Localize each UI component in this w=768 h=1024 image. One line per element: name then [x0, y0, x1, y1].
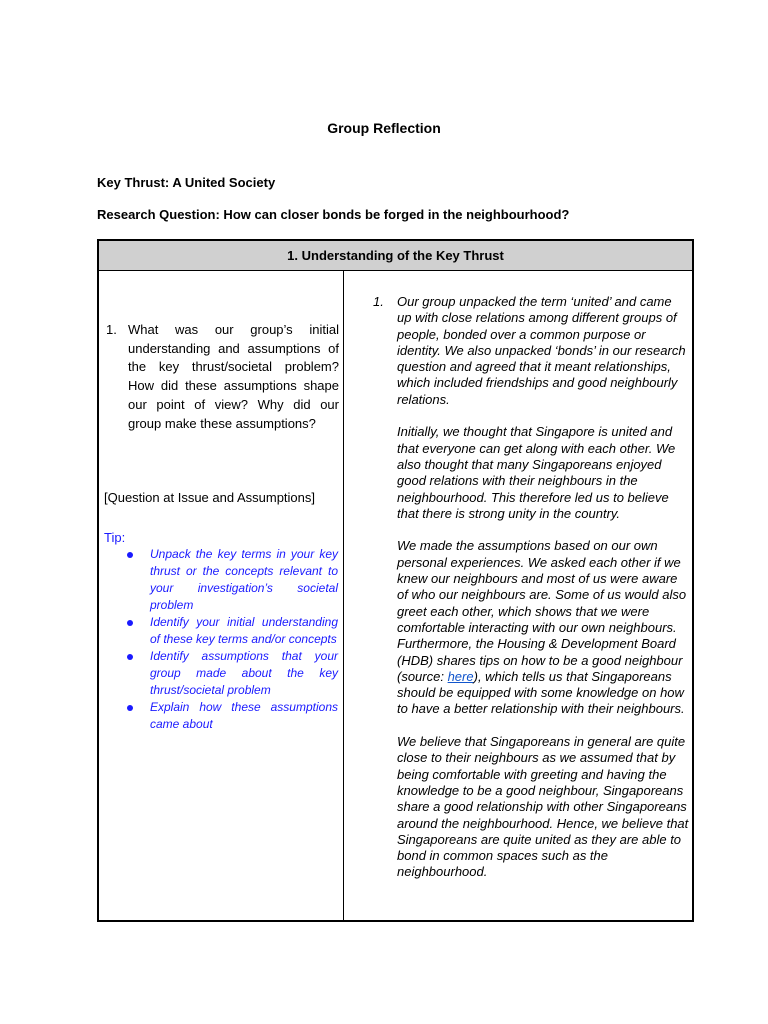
- answer-number: 1.: [373, 294, 384, 309]
- source-link[interactable]: here: [447, 668, 474, 684]
- left-question: [106, 321, 339, 433]
- tip-label: Tip:: [104, 530, 126, 545]
- tip-item: Identify assumptions that your group made about the key thrust/societal problem: [150, 648, 338, 699]
- question-text: What was our group’s initial understanding and assumptions of the key thrust/societal problem? How did these assumptions shape our point of view? Why did our group make these assumptions?: [128, 322, 339, 431]
- answer-paragraph-3: We made the assumptions based on our own personal experiences. We asked each other if we knew our neighbours and most of us were aware of who our neighbours are. Some of us would also greet each other, which shows that we were comfortable interacting with our own neighbours. Furthermore, the Housing & Development Board (HDB) shares tips on how to be a good neighbour (source: here), which tells us that Singaporeans should be equipped with some knowledge on how to have a better relationship with their neighbours.: [397, 538, 687, 717]
- answer-paragraph-2: Initially, we thought that Singapore is united and that everyone can get along with each other. We also thought that many Singaporeans enjoyed good relations with their neighbours in the neighbourhood. This therefore led us to believe that there is strong unity in the country.: [397, 424, 676, 521]
- research-question: Research Question: How can closer bonds be forged in the neighbourhood?: [97, 207, 570, 222]
- tip-item: Explain how these assumptions came about: [150, 699, 338, 733]
- table-header: 1. Understanding of the Key Thrust: [99, 241, 692, 271]
- key-thrust: Key Thrust: A United Society: [97, 175, 276, 190]
- page-title: Group Reflection: [327, 120, 441, 136]
- bullet-icon: [127, 620, 133, 626]
- reflection-table: [97, 239, 694, 922]
- bullet-icon: [127, 705, 133, 711]
- column-divider: [343, 271, 344, 920]
- bullet-icon: [127, 552, 133, 558]
- answer-column: [373, 294, 689, 897]
- answer-paragraph-1: Our group unpacked the term ‘united’ and came up with close relations among different groups of people, bonded over a common purpose or identity. We also unpacked ‘bonds’ in our research question and agreed that it meant relationships, which included friendships and good neighbourly relations.: [397, 294, 686, 407]
- tip-list: [150, 546, 338, 733]
- tip-item: Unpack the key terms in your key thrust or the concepts relevant to your investigation’s societal problem: [150, 546, 338, 614]
- tip-item: Identify your initial understanding of these key terms and/or concepts: [150, 614, 338, 648]
- answer-paragraph-4: We believe that Singaporeans in general are quite close to their neighbours as we assumed that by being comfortable with greeting and having the knowledge to be a good neighbour, Singaporeans share a good relationship with other Singaporeans around the neighbourhood. Hence, we believe that Singaporeans are quite united as they are able to bond in common spaces such as the neighbourhood.: [397, 734, 689, 880]
- bullet-icon: [127, 654, 133, 660]
- issue-label: [Question at Issue and Assumptions]: [104, 490, 316, 505]
- question-number: 1.: [106, 322, 117, 337]
